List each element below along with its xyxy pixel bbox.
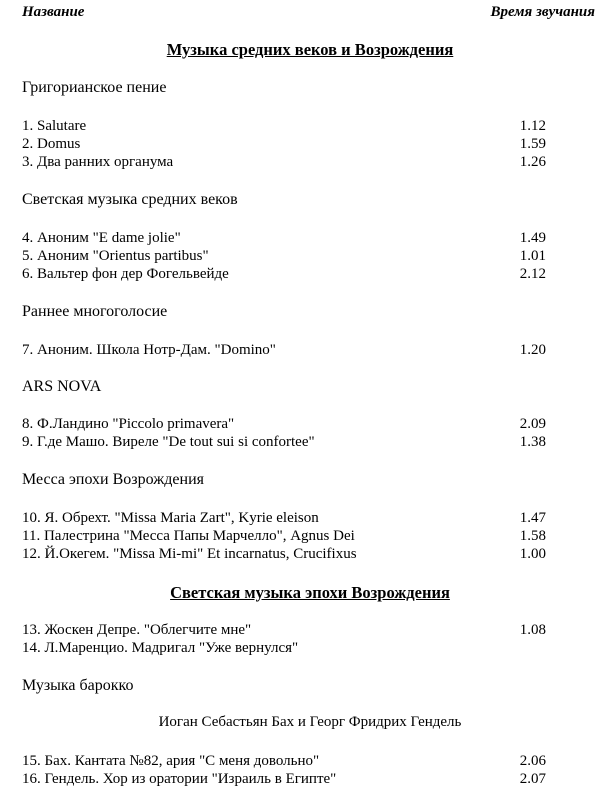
track-duration: 1.08 — [519, 622, 546, 638]
track-title: 5. Аноним "Orientus partibus" — [22, 248, 209, 264]
track-row — [22, 266, 546, 284]
track-duration: 1.47 — [519, 510, 546, 526]
track-duration: 1.00 — [519, 546, 546, 562]
section-early-polyphony: Раннее многоголосие — [22, 303, 168, 320]
section-ars-nova: ARS NOVA — [22, 378, 102, 395]
track-title: 8. Ф.Ландино "Piccolo primavera" — [22, 416, 235, 432]
column-header-duration: Время звучания — [490, 4, 595, 20]
track-title: 14. Л.Маренцио. Мадригал "Уже вернулся" — [22, 640, 299, 656]
column-header-name: Название — [22, 4, 85, 20]
track-duration: 2.09 — [519, 416, 546, 432]
section-renaissance-mass: Месса эпохи Возрождения — [22, 471, 204, 488]
track-title: 13. Жоскен Депре. "Облегчите мне" — [22, 622, 252, 638]
track-duration: 1.12 — [519, 118, 546, 134]
track-row — [22, 434, 546, 452]
track-title: 15. Бах. Кантата №82, ария "С меня довольно" — [22, 753, 320, 769]
track-row — [22, 230, 546, 248]
track-row — [22, 771, 546, 789]
track-row — [22, 622, 546, 640]
track-title: 16. Гендель. Хор из оратории "Израиль в Египте" — [22, 771, 337, 787]
track-row — [22, 342, 546, 360]
title-secular-renaissance: Светская музыка эпохи Возрождения — [170, 583, 450, 602]
subsection-bach-handel: Иоган Себастьян Бах и Георг Фридрих Гендель — [158, 714, 462, 730]
track-row — [22, 154, 546, 172]
track-title: 7. Аноним. Школа Нотр-Дам. "Domino" — [22, 342, 276, 358]
track-row — [22, 136, 546, 154]
section-baroque: Музыка барокко — [22, 677, 134, 694]
section-secular-medieval: Светская музыка средних веков — [22, 191, 238, 208]
track-duration: 1.38 — [519, 434, 546, 450]
title-medieval-renaissance: Музыка средних веков и Возрождения — [166, 40, 454, 59]
track-row — [22, 416, 546, 434]
track-title: 10. Я. Обрехт. "Missa Maria Zart", Kyrie eleison — [22, 510, 319, 526]
section-gregorian: Григорианское пение — [22, 79, 167, 96]
track-row — [22, 510, 546, 528]
track-duration: 1.20 — [519, 342, 546, 358]
track-row — [22, 528, 546, 546]
track-duration: 1.58 — [519, 528, 546, 544]
track-title: 9. Г.де Машо. Виреле "De tout sui si confortee" — [22, 434, 315, 450]
track-title: 2. Domus — [22, 136, 81, 152]
track-duration: 1.59 — [519, 136, 546, 152]
track-duration: 2.12 — [519, 266, 546, 282]
track-row — [22, 546, 546, 564]
track-duration: 1.49 — [519, 230, 546, 246]
track-title: 1. Salutare — [22, 118, 87, 134]
track-row — [22, 753, 546, 771]
track-row — [22, 118, 546, 136]
track-title: 12. Й.Окегем. "Missa Mi-mi" Et incarnatus, Crucifixus — [22, 546, 357, 562]
track-duration: 2.07 — [519, 771, 546, 787]
track-duration: 1.01 — [519, 248, 546, 264]
track-row — [22, 248, 546, 266]
track-duration: 1.26 — [519, 154, 546, 170]
track-title: 3. Два ранних органума — [22, 154, 174, 170]
track-title: 11. Палестрина "Месса Папы Марчелло", Agnus Dei — [22, 528, 355, 544]
track-duration: 2.06 — [519, 753, 546, 769]
track-title: 4. Аноним "E dame jolie" — [22, 230, 181, 246]
track-title: 6. Вальтер фон дер Фогельвейде — [22, 266, 229, 282]
track-row — [22, 640, 546, 658]
